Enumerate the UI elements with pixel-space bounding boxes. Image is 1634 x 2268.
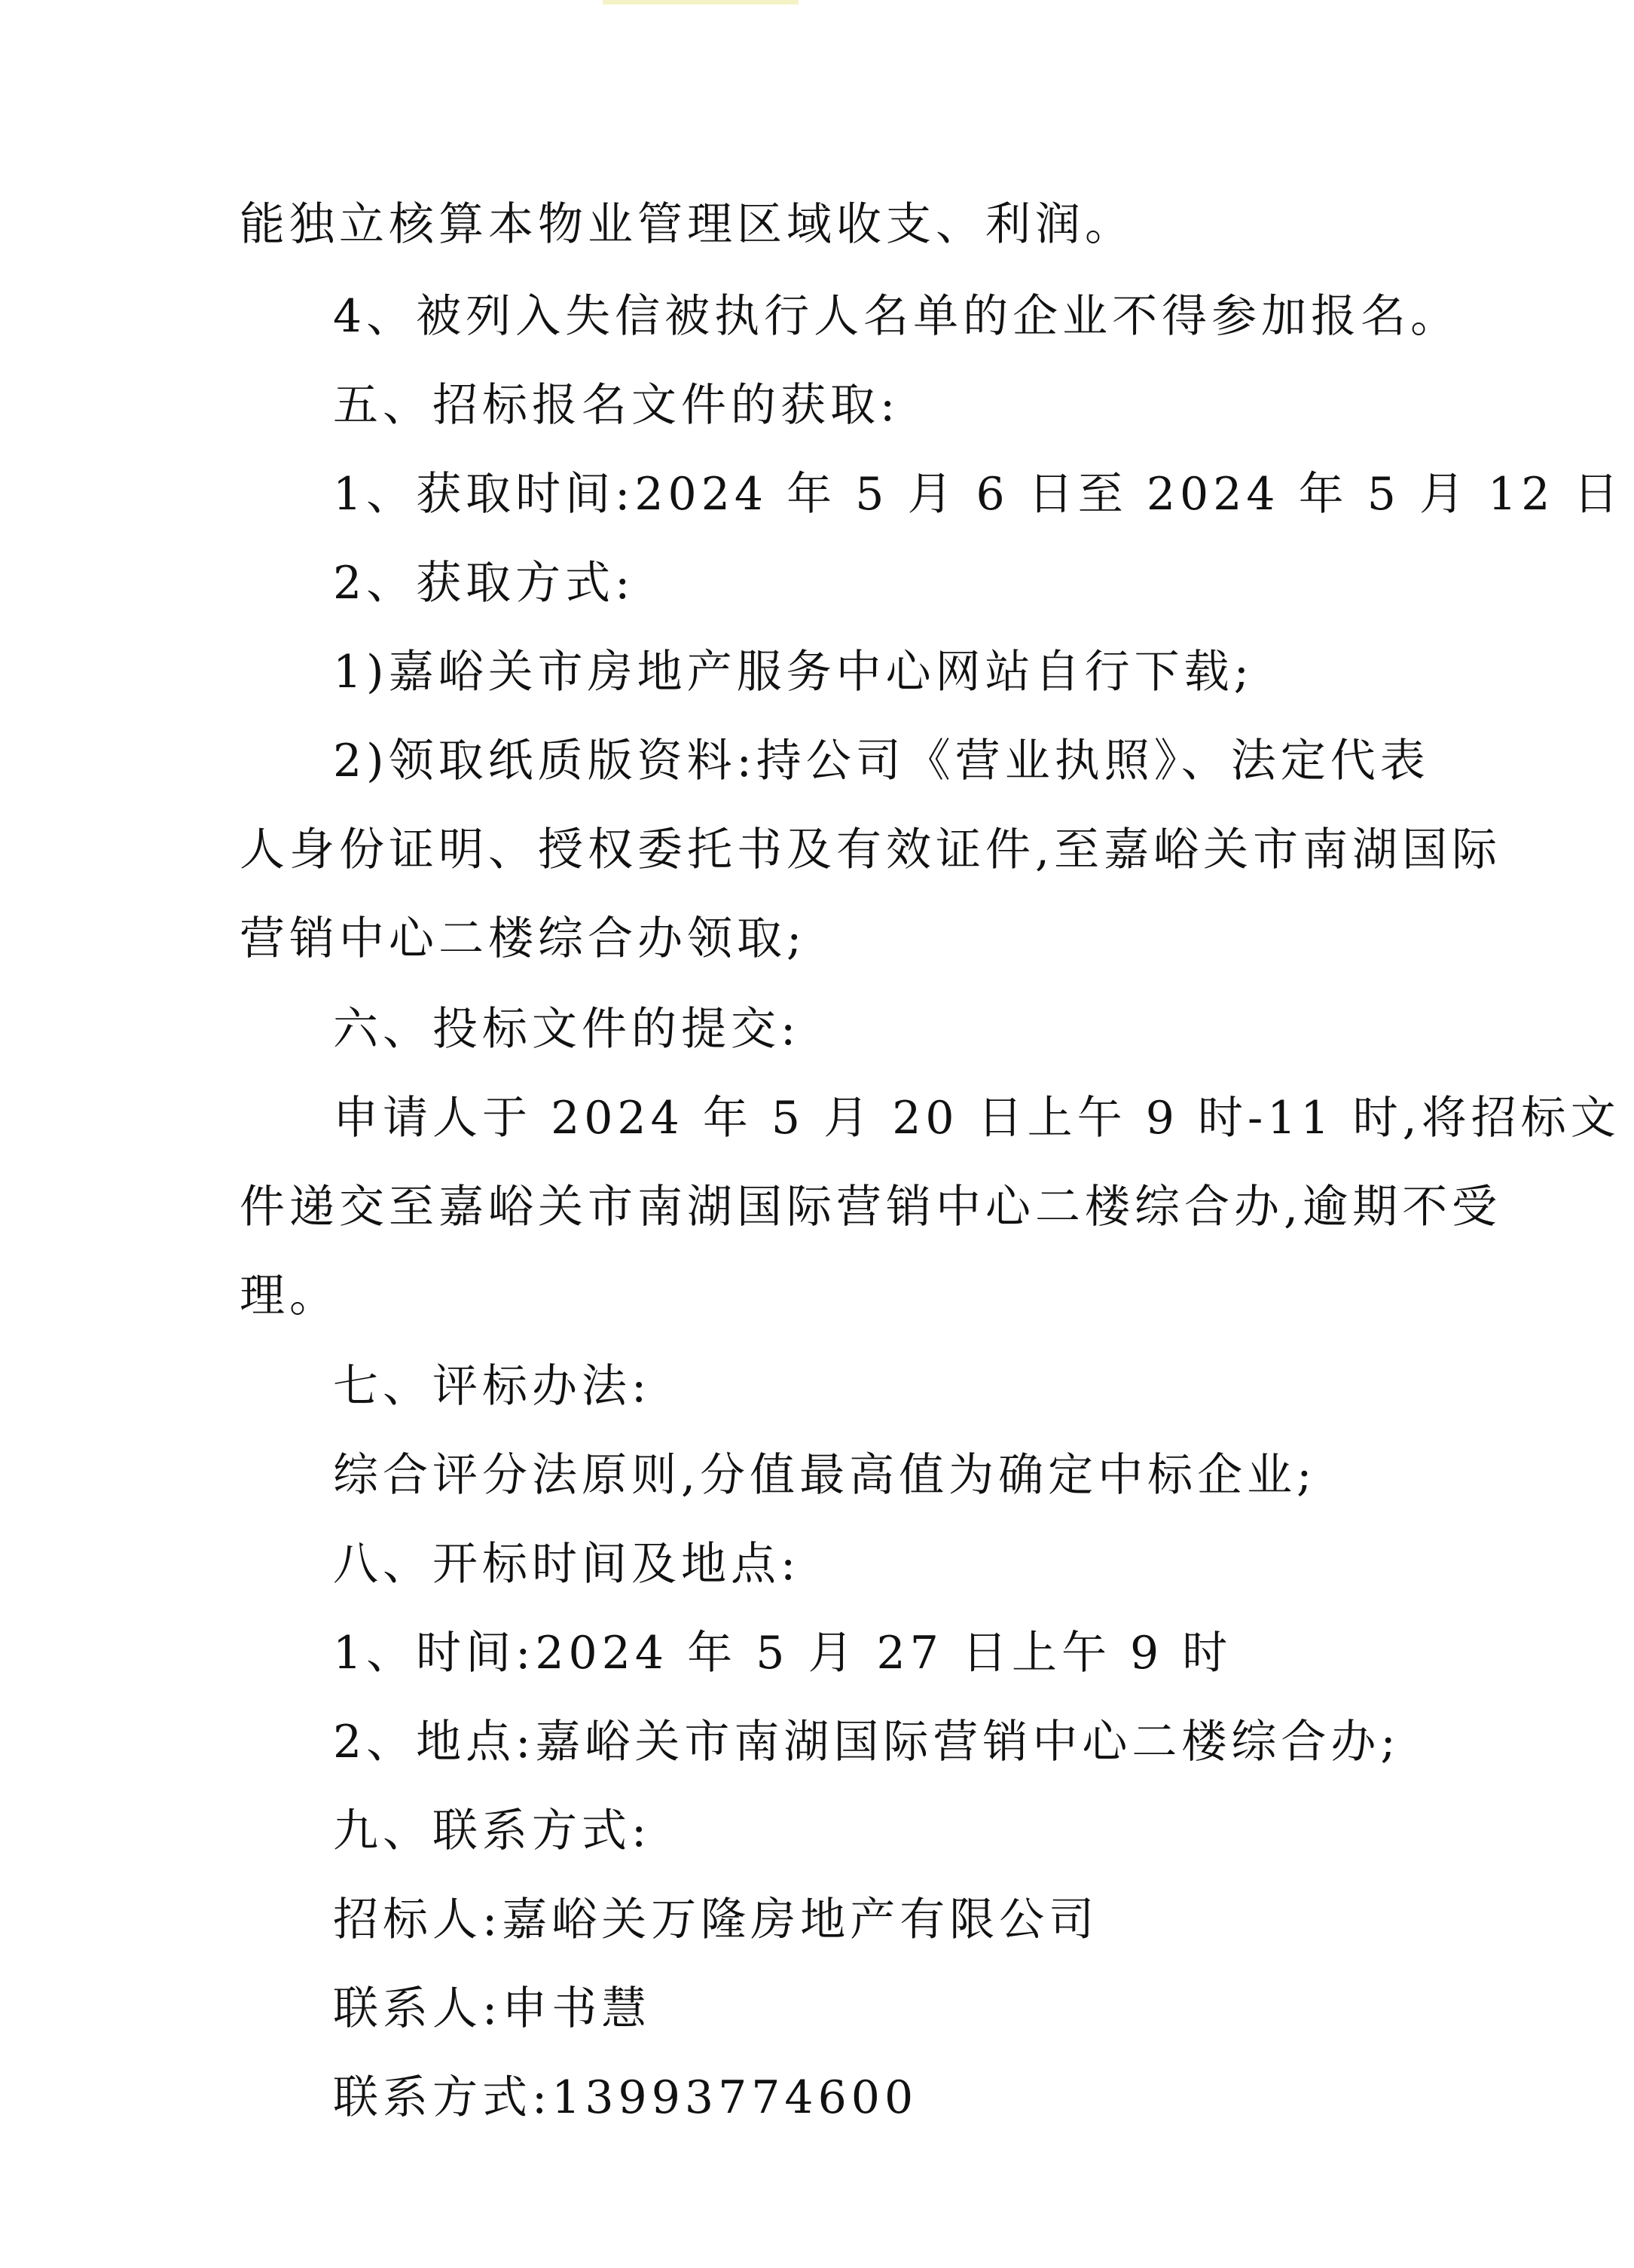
text-line-submission: 申请人于 2024 年 5 月 20 日上午 9 时-11 时,将招标文 [333, 1092, 1620, 1145]
text-line-item-4: 4、被列入失信被执行人名单的企业不得参加报名。 [333, 290, 1461, 343]
text-line-paper-copy-cont-1: 人身份证明、授权委托书及有效证件,至嘉峪关市南湖国际 [240, 824, 1502, 876]
text-line-obtain-method: 2、获取方式: [333, 557, 635, 610]
section-heading-8: 八、开标时间及地点: [333, 1538, 801, 1591]
text-line-contact-person: 联系人:申书慧 [333, 1982, 652, 2035]
scan-artifact [603, 0, 799, 5]
section-heading-6: 六、投标文件的提交: [333, 1003, 801, 1056]
text-line-opening-time: 1、时间:2024 年 5 月 27 日上午 9 时 [333, 1627, 1232, 1680]
section-heading-7: 七、评标办法: [333, 1360, 652, 1413]
section-heading-9: 九、联系方式: [333, 1805, 652, 1857]
text-line-contact-phone: 联系方式:13993774600 [333, 2071, 918, 2124]
text-line-download: 1)嘉峪关市房地产服务中心网站自行下载; [333, 646, 1254, 698]
text-line-submission-cont-1: 件递交至嘉峪关市南湖国际营销中心二楼综合办,逾期不受 [240, 1181, 1502, 1233]
text-line-submission-cont-2: 理。 [240, 1270, 339, 1322]
text-line-tenderer: 招标人:嘉峪关万隆房地产有限公司 [333, 1894, 1099, 1946]
section-heading-5: 五、招标报名文件的获取: [333, 379, 900, 432]
text-line-obtain-time: 1、获取时间:2024 年 5 月 6 日至 2024 年 5 月 12 日 [333, 468, 1623, 521]
text-line-evaluation: 综合评分法原则,分值最高值为确定中标企业; [333, 1449, 1317, 1502]
text-line-continuation: 能独立核算本物业管理区域收支、利润。 [240, 198, 1135, 251]
text-line-paper-copy: 2)领取纸质版资料:持公司《营业执照》、法定代表 [333, 735, 1430, 787]
text-line-paper-copy-cont-2: 营销中心二楼综合办领取; [240, 912, 807, 965]
text-line-opening-place: 2、地点:嘉峪关市南湖国际营销中心二楼综合办; [333, 1716, 1400, 1768]
